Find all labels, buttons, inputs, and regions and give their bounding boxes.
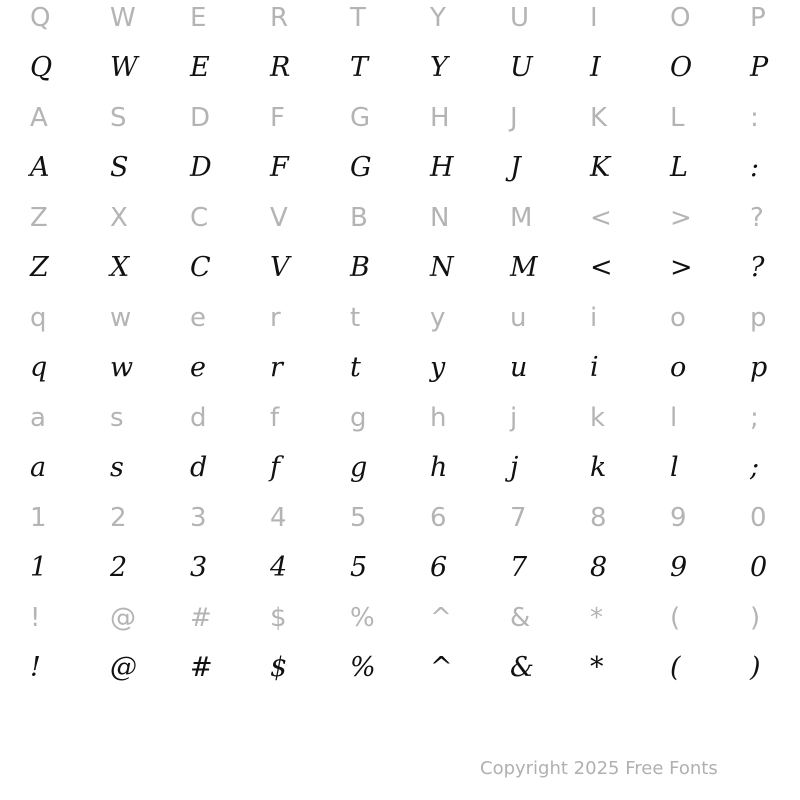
sample-glyph: a xyxy=(30,452,47,483)
reference-glyph-row xyxy=(0,400,800,450)
reference-glyph: V xyxy=(270,203,288,233)
reference-glyph: h xyxy=(430,403,447,433)
reference-glyph: o xyxy=(670,303,686,333)
reference-glyph: G xyxy=(350,103,371,133)
sample-glyph: # xyxy=(190,652,213,683)
reference-glyph: < xyxy=(590,203,612,233)
sample-glyph: K xyxy=(590,152,611,183)
copyright-footer: Copyright 2025 Free Fonts xyxy=(480,758,718,779)
sample-glyph: G xyxy=(350,152,372,183)
sample-glyph: X xyxy=(110,252,130,283)
sample-glyph: o xyxy=(670,352,687,383)
sample-glyph: t xyxy=(350,352,361,383)
sample-glyph-row xyxy=(0,50,800,100)
reference-glyph: g xyxy=(350,403,367,433)
reference-glyph: u xyxy=(510,303,527,333)
sample-glyph: s xyxy=(110,452,124,483)
reference-glyph: 2 xyxy=(110,503,127,533)
sample-glyph: S xyxy=(110,152,129,183)
reference-glyph: Q xyxy=(30,3,51,33)
reference-glyph-row xyxy=(0,0,800,50)
reference-glyph: j xyxy=(510,403,518,433)
reference-glyph: 5 xyxy=(350,503,367,533)
reference-glyph: M xyxy=(510,203,533,233)
reference-glyph-row xyxy=(0,200,800,250)
sample-glyph: j xyxy=(510,452,519,483)
reference-glyph: R xyxy=(270,3,289,33)
reference-glyph: ( xyxy=(670,603,681,633)
reference-glyph: S xyxy=(110,103,127,133)
sample-glyph: : xyxy=(750,152,760,183)
sample-glyph: f xyxy=(270,452,280,483)
reference-glyph: Y xyxy=(430,3,446,33)
sample-glyph-row xyxy=(0,650,800,700)
reference-glyph: # xyxy=(190,603,212,633)
sample-glyph: i xyxy=(590,352,599,383)
reference-glyph: I xyxy=(590,3,598,33)
reference-glyph: 9 xyxy=(670,503,687,533)
reference-glyph: l xyxy=(670,403,678,433)
sample-glyph: E xyxy=(190,52,210,83)
sample-glyph-row xyxy=(0,550,800,600)
sample-glyph: 4 xyxy=(270,552,288,583)
sample-glyph: ( xyxy=(670,652,681,683)
sample-glyph: r xyxy=(270,352,283,383)
sample-glyph: Q xyxy=(30,52,53,83)
reference-glyph: U xyxy=(510,3,530,33)
reference-glyph-row xyxy=(0,600,800,650)
sample-glyph: Y xyxy=(430,52,448,83)
reference-glyph: X xyxy=(110,203,128,233)
reference-glyph: * xyxy=(590,603,603,633)
sample-glyph: U xyxy=(510,52,533,83)
reference-glyph: ; xyxy=(750,403,759,433)
reference-glyph-row xyxy=(0,500,800,550)
sample-glyph: k xyxy=(590,452,607,483)
reference-glyph: 6 xyxy=(430,503,447,533)
sample-glyph: ^ xyxy=(430,652,453,683)
reference-glyph: s xyxy=(110,403,124,433)
sample-glyph: p xyxy=(750,352,768,383)
sample-glyph: Z xyxy=(30,252,49,283)
reference-glyph: D xyxy=(190,103,211,133)
reference-glyph: @ xyxy=(110,603,136,633)
sample-glyph: ! xyxy=(30,652,41,683)
reference-glyph: E xyxy=(190,3,207,33)
reference-glyph: C xyxy=(190,203,209,233)
sample-glyph: ? xyxy=(750,252,765,283)
reference-glyph: ^ xyxy=(430,603,452,633)
reference-glyph: Z xyxy=(30,203,48,233)
sample-glyph: y xyxy=(430,352,446,383)
reference-glyph: N xyxy=(430,203,450,233)
sample-glyph: % xyxy=(350,652,376,683)
reference-glyph: p xyxy=(750,303,767,333)
sample-glyph: g xyxy=(350,452,368,483)
sample-glyph: P xyxy=(750,52,769,83)
reference-glyph: i xyxy=(590,303,598,333)
sample-glyph: 1 xyxy=(30,552,48,583)
sample-glyph: C xyxy=(190,252,211,283)
sample-glyph-row xyxy=(0,350,800,400)
reference-glyph: k xyxy=(590,403,606,433)
sample-glyph: R xyxy=(270,52,291,83)
sample-glyph: e xyxy=(190,352,206,383)
sample-glyph: < xyxy=(590,252,613,283)
sample-glyph: 5 xyxy=(350,552,368,583)
sample-glyph: @ xyxy=(110,652,137,683)
reference-glyph: W xyxy=(110,3,136,33)
reference-glyph: 1 xyxy=(30,503,47,533)
reference-glyph: O xyxy=(670,3,691,33)
sample-glyph: N xyxy=(430,252,454,283)
sample-glyph: w xyxy=(110,352,134,383)
reference-glyph: H xyxy=(430,103,450,133)
sample-glyph: 8 xyxy=(590,552,608,583)
reference-glyph: y xyxy=(430,303,446,333)
reference-glyph: > xyxy=(670,203,692,233)
sample-glyph: T xyxy=(350,52,369,83)
sample-glyph-row xyxy=(0,450,800,500)
sample-glyph: ; xyxy=(750,452,760,483)
sample-glyph: & xyxy=(510,652,535,683)
reference-glyph: A xyxy=(30,103,48,133)
reference-glyph: 7 xyxy=(510,503,527,533)
sample-glyph-row xyxy=(0,250,800,300)
reference-glyph: & xyxy=(510,603,531,633)
sample-glyph: H xyxy=(430,152,454,183)
reference-glyph: 8 xyxy=(590,503,607,533)
reference-glyph: 3 xyxy=(190,503,207,533)
sample-glyph: 2 xyxy=(110,552,128,583)
reference-glyph: $ xyxy=(270,603,287,633)
sample-glyph: > xyxy=(670,252,693,283)
reference-glyph: T xyxy=(350,3,366,33)
sample-glyph: W xyxy=(110,52,138,83)
reference-glyph: ? xyxy=(750,203,764,233)
sample-glyph: B xyxy=(350,252,370,283)
sample-glyph: u xyxy=(510,352,528,383)
sample-glyph: q xyxy=(30,352,48,383)
reference-glyph: % xyxy=(350,603,375,633)
sample-glyph: * xyxy=(590,652,604,683)
sample-glyph: 9 xyxy=(670,552,688,583)
sample-glyph: 3 xyxy=(190,552,208,583)
reference-glyph: q xyxy=(30,303,47,333)
reference-glyph: 0 xyxy=(750,503,767,533)
reference-glyph: d xyxy=(190,403,207,433)
sample-glyph: $ xyxy=(270,652,288,683)
sample-glyph: 7 xyxy=(510,552,528,583)
reference-glyph: : xyxy=(750,103,759,133)
sample-glyph-row xyxy=(0,150,800,200)
reference-glyph: r xyxy=(270,303,281,333)
sample-glyph: M xyxy=(510,252,538,283)
reference-glyph: e xyxy=(190,303,206,333)
sample-glyph: D xyxy=(190,152,212,183)
reference-glyph: t xyxy=(350,303,361,333)
reference-glyph: f xyxy=(270,403,280,433)
reference-glyph: P xyxy=(750,3,766,33)
sample-glyph: J xyxy=(510,152,521,183)
sample-glyph: h xyxy=(430,452,448,483)
sample-glyph: V xyxy=(270,252,290,283)
reference-glyph-row xyxy=(0,100,800,150)
reference-glyph: K xyxy=(590,103,608,133)
sample-glyph: ) xyxy=(750,652,761,683)
reference-glyph-row xyxy=(0,300,800,350)
reference-glyph: F xyxy=(270,103,285,133)
reference-glyph: a xyxy=(30,403,46,433)
reference-glyph: ! xyxy=(30,603,41,633)
reference-glyph: ) xyxy=(750,603,761,633)
reference-glyph: w xyxy=(110,303,132,333)
sample-glyph: F xyxy=(270,152,289,183)
sample-glyph: l xyxy=(670,452,679,483)
sample-glyph: A xyxy=(30,152,50,183)
sample-glyph: 0 xyxy=(750,552,768,583)
sample-glyph: d xyxy=(190,452,208,483)
reference-glyph: B xyxy=(350,203,368,233)
reference-glyph: L xyxy=(670,103,685,133)
sample-glyph: 6 xyxy=(430,552,448,583)
sample-glyph: I xyxy=(590,52,601,83)
sample-glyph: L xyxy=(670,152,688,183)
reference-glyph: 4 xyxy=(270,503,287,533)
sample-glyph: O xyxy=(670,52,693,83)
reference-glyph: J xyxy=(510,103,518,133)
